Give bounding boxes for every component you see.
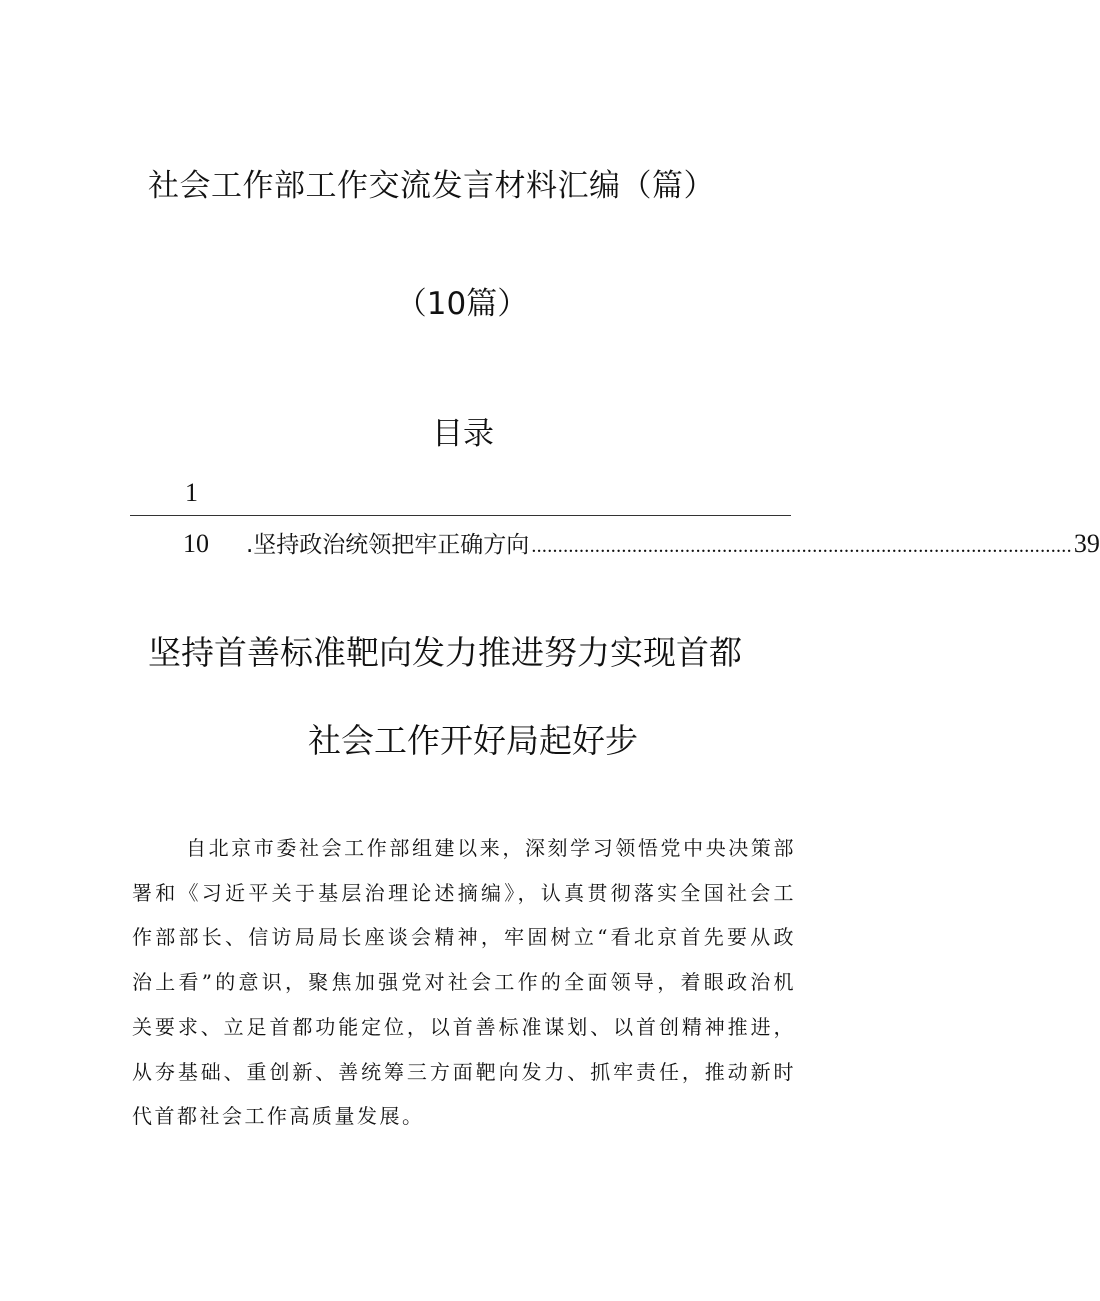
toc-dot-leader: ......................................................................................................	[531, 535, 1072, 557]
article-paragraph: 自北京市委社会工作部组建以来，深刻学习领悟党中央决策部署和《习近平关于基层治理论述摘编》，认真贯彻落实全国社会工作部部长、信访局局长座谈会精神，牢固树立“看北京首先要从政治上看”的意识，聚焦加强党对社会工作的全面领导，着眼政治机关要求、立足首都功能定位，以首善标准谋划、以首创精神推进，从夯基础、重创新、善统筹三方面靶向发力、抓牢责任，推动新时代首都社会工作高质量发展。	[132, 836, 796, 1129]
toc-divider	[130, 515, 791, 516]
document-subtitle: （10篇）	[395, 286, 529, 322]
document-title: 社会工作部工作交流发言材料汇编（篇）	[148, 168, 715, 204]
article-title-line-1: 坚持首善标准靶向发力推进努力实现首都	[148, 633, 742, 672]
toc-entry-number: 10	[183, 529, 209, 558]
article-title-line-2: 社会工作开好局起好步	[308, 721, 638, 760]
toc-first-number: 1	[185, 478, 198, 507]
toc-heading: 目录	[432, 416, 494, 452]
toc-entry[interactable]	[183, 526, 1100, 562]
toc-entry-title: .坚持政治统领把牢正确方向	[246, 532, 530, 558]
toc-entry-page-number: 39	[1073, 529, 1100, 558]
